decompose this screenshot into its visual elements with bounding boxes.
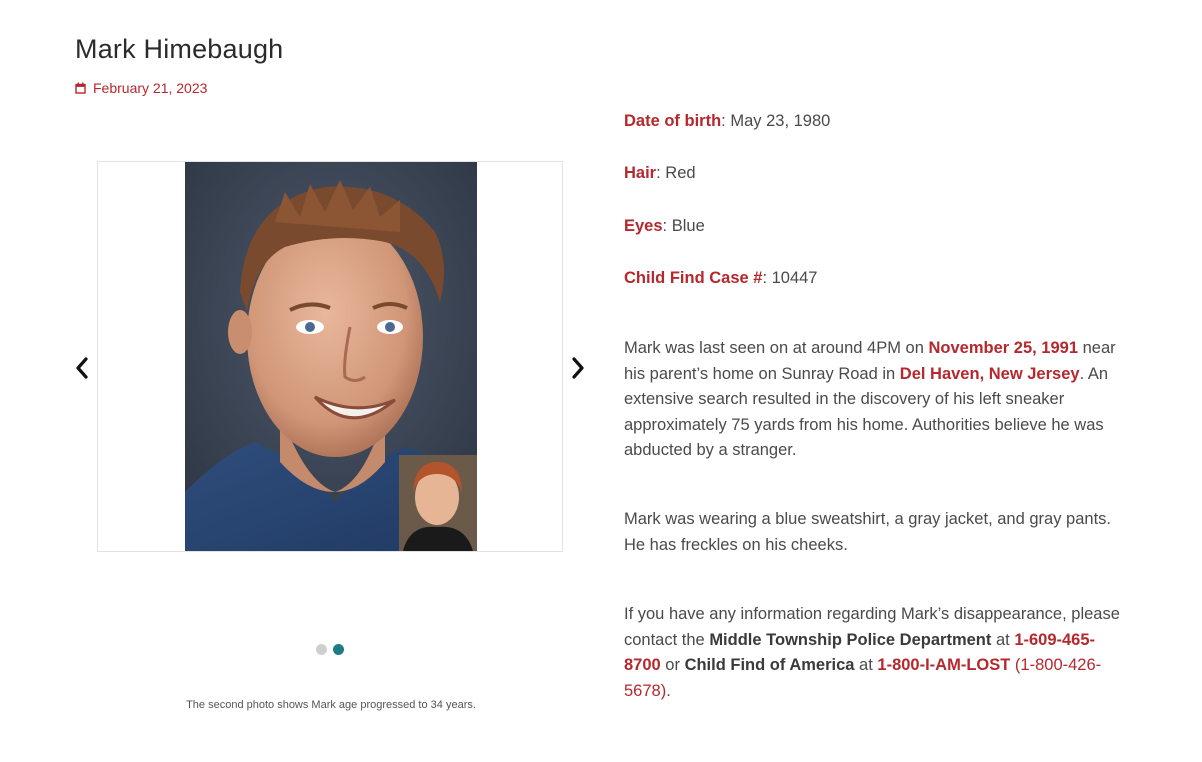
hair-label: Hair bbox=[624, 164, 657, 182]
carousel-next-button[interactable] bbox=[567, 356, 589, 384]
story-text: near his parent’s home on Sunray Road in bbox=[624, 339, 1116, 383]
story-text: Mark was last seen on at around 4PM on bbox=[624, 339, 929, 357]
photo-carousel[interactable] bbox=[97, 161, 563, 552]
post-date bbox=[75, 80, 207, 96]
chevron-right-icon bbox=[571, 357, 585, 384]
calendar-icon bbox=[75, 82, 86, 94]
carousel-dots bbox=[316, 644, 344, 655]
hair-value: : Red bbox=[656, 164, 696, 182]
story-paragraph-1 bbox=[624, 336, 1129, 464]
case-label: Child Find Case # bbox=[624, 269, 763, 287]
case-value: : 10447 bbox=[762, 269, 818, 287]
post-date-text[interactable]: February 21, 2023 bbox=[93, 80, 208, 96]
age-progressed-photo bbox=[185, 162, 477, 551]
eyes-label: Eyes bbox=[624, 217, 663, 235]
police-phone-link[interactable]: 1-609-465-8700 bbox=[624, 630, 1096, 674]
carousel-dot-1[interactable] bbox=[316, 644, 327, 655]
eyes-row bbox=[624, 214, 705, 240]
police-department: Middle Township Police Department bbox=[709, 630, 992, 649]
eyes-value: : Blue bbox=[662, 217, 705, 235]
child-find-phone-numeric[interactable]: (1-800-426-5678) bbox=[624, 656, 1102, 700]
contact-text: If you have any information regarding Mark’s disappearance, please contact the bbox=[624, 605, 1120, 649]
carousel-dot-2[interactable] bbox=[333, 644, 344, 655]
contact-text: at bbox=[991, 630, 1015, 649]
page-title: Mark Himebaugh bbox=[75, 34, 284, 64]
contact-text: or bbox=[660, 656, 685, 674]
dob-value: : May 23, 1980 bbox=[721, 112, 831, 130]
missing-location: Del Haven, New Jersey bbox=[899, 364, 1080, 383]
chevron-left-icon bbox=[75, 357, 89, 384]
photo-caption: The second photo shows Mark age progressed to 34 years. bbox=[186, 699, 476, 711]
dob-label: Date of birth bbox=[624, 112, 722, 130]
child-find-org: Child Find of America bbox=[684, 656, 855, 674]
carousel-prev-button[interactable] bbox=[71, 356, 93, 384]
story-paragraph-2: Mark was wearing a blue sweatshirt, a gray jacket, and gray pants. He has freckles on his cheeks. bbox=[624, 510, 1111, 554]
missing-date: November 25, 1991 bbox=[928, 339, 1079, 357]
dob-row bbox=[624, 109, 830, 135]
contact-text: at bbox=[854, 656, 878, 674]
contact-paragraph bbox=[624, 602, 1129, 704]
child-find-phone-link[interactable]: 1-800-I-AM-LOST bbox=[877, 656, 1011, 674]
story-text: . An extensive search resulted in the discovery of his left sneaker approximately 75 yards from his home. Authorities believe he was abducted by a stranger. bbox=[624, 364, 1109, 459]
contact-text: . bbox=[666, 681, 671, 700]
case-row bbox=[624, 266, 818, 292]
hair-row bbox=[624, 161, 696, 187]
